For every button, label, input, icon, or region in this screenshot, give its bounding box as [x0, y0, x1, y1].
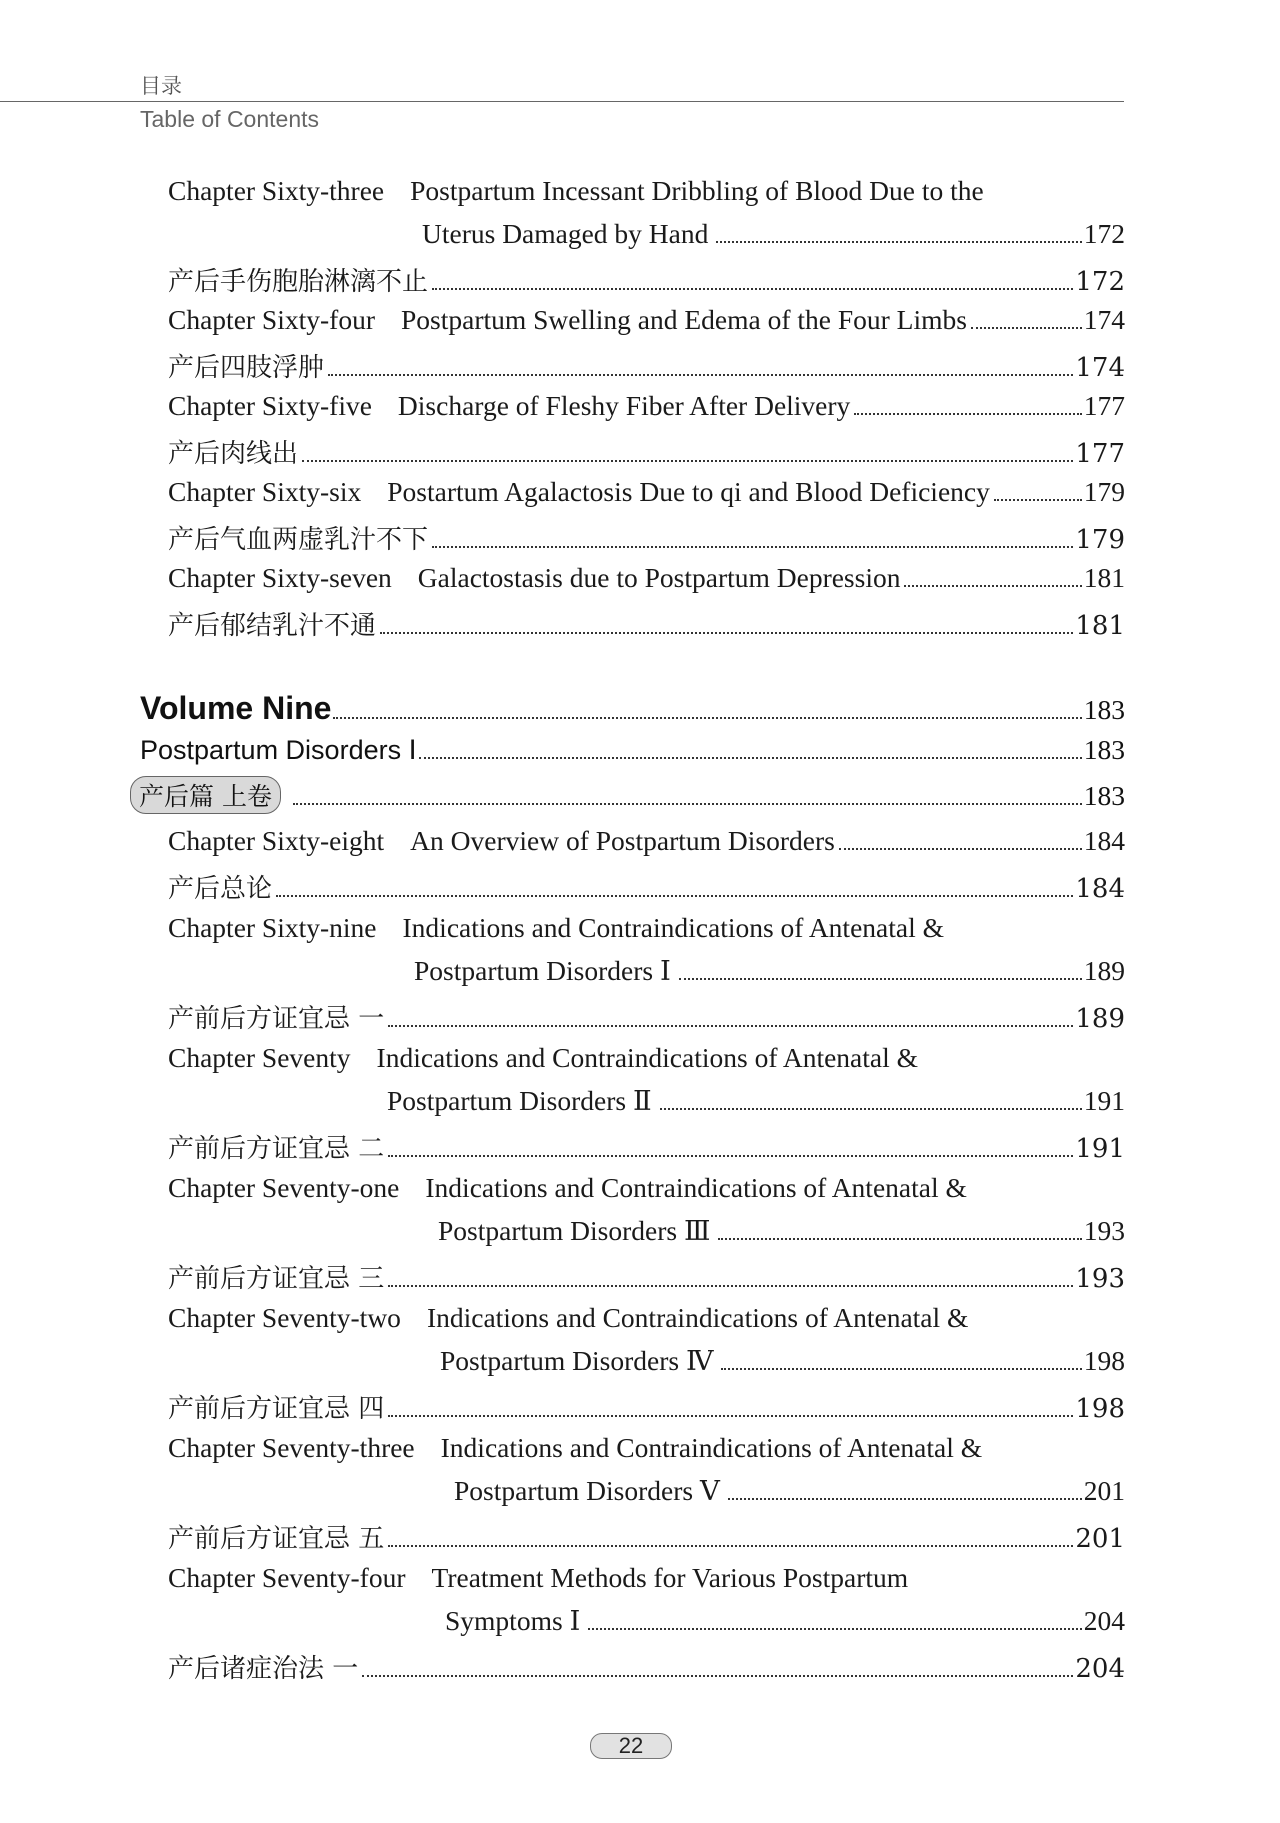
- chapter-label: Chapter Sixty-seven: [168, 562, 392, 593]
- chapter-title-cont: Symptoms Ⅰ: [445, 1605, 581, 1636]
- chapter-label: Chapter Seventy-one: [168, 1172, 400, 1203]
- dot-leader: [432, 288, 1073, 290]
- page-number: 172: [1083, 218, 1125, 249]
- toc-entry-ch66[interactable]: [168, 476, 1125, 508]
- chapter-title: Postpartum Swelling and Edema of the Four Limbs: [400, 304, 967, 335]
- page-number: 201: [1083, 1475, 1125, 1506]
- chapter-label: Chapter Sixty-nine: [168, 912, 377, 943]
- chapter-title: Indications and Contraindications of Antenatal &: [426, 1302, 969, 1333]
- cn-title: 产前后方证宜忌 三: [168, 1264, 385, 1294]
- toc-entry-ch73-line1[interactable]: [168, 1432, 982, 1464]
- dot-leader: [276, 895, 1073, 897]
- toc-entry-cn[interactable]: [168, 519, 1125, 556]
- chapter-title: Discharge of Fleshy Fiber After Delivery: [397, 390, 851, 421]
- dot-leader: [716, 241, 1081, 243]
- toc-entry-ch65[interactable]: [168, 390, 1125, 422]
- cn-title: 产后诸症治法 一: [168, 1654, 359, 1684]
- toc-entry-ch73-line2[interactable]: [454, 1475, 1125, 1507]
- toc-entry-ch74-line1[interactable]: [168, 1562, 908, 1594]
- dot-leader: [728, 1498, 1082, 1500]
- page-number: 191: [1075, 1134, 1125, 1164]
- toc-entry-ch67[interactable]: [168, 562, 1125, 594]
- toc-entry-cn[interactable]: [168, 1388, 1125, 1425]
- chapter-label: Chapter Seventy-two: [168, 1302, 401, 1333]
- dot-leader: [718, 1238, 1081, 1240]
- toc-entry-ch64[interactable]: [168, 304, 1125, 336]
- page-number: 193: [1083, 1215, 1125, 1246]
- toc-entry-cn[interactable]: [168, 998, 1125, 1035]
- dot-leader: [904, 585, 1081, 587]
- chapter-title: Indications and Contraindications of Antenatal &: [440, 1432, 983, 1463]
- page-number: 179: [1083, 476, 1125, 507]
- chapter-label: Chapter Sixty-four: [168, 304, 375, 335]
- chapter-title: Indications and Contraindications of Antenatal &: [402, 912, 944, 943]
- chapter-label: Chapter Seventy-three: [168, 1432, 415, 1463]
- toc-volume-subtitle[interactable]: [140, 734, 1125, 766]
- chapter-title-cont: Postpartum Disorders Ⅰ: [414, 955, 671, 986]
- page-number: 174: [1083, 304, 1125, 335]
- page-number: 172: [1075, 267, 1125, 297]
- toc-entry-ch71-line2[interactable]: [438, 1215, 1125, 1247]
- page-number: 189: [1083, 955, 1125, 986]
- dot-leader: [380, 632, 1073, 634]
- cn-title: 产后肉线出: [168, 439, 299, 469]
- dot-leader: [388, 1415, 1073, 1417]
- toc-entry-ch63-line1[interactable]: [168, 175, 984, 207]
- toc-entry-ch68[interactable]: [168, 825, 1125, 857]
- page-number: 177: [1075, 439, 1125, 469]
- chapter-label: Chapter Sixty-three: [168, 175, 385, 206]
- page-number: 179: [1075, 525, 1125, 555]
- page-number: 183: [1083, 780, 1125, 811]
- volume-subtitle: Postpartum Disorders Ⅰ: [140, 735, 417, 765]
- dot-leader: [293, 803, 1082, 805]
- dot-leader: [388, 1285, 1073, 1287]
- toc-entry-cn[interactable]: [168, 1128, 1125, 1165]
- page-number: 183: [1083, 694, 1125, 725]
- cn-title: 产后四肢浮肿: [168, 353, 325, 383]
- volume-title: Volume Nine: [140, 690, 332, 726]
- dot-leader: [994, 499, 1082, 501]
- toc-volume-title[interactable]: [140, 690, 1125, 727]
- header-title-cn: 目录: [140, 74, 182, 98]
- chapter-label: Chapter Sixty-six: [168, 476, 362, 507]
- toc-entry-cn[interactable]: [168, 261, 1125, 298]
- dot-leader: [839, 848, 1082, 850]
- chapter-title-cont: Uterus Damaged by Hand: [422, 218, 709, 249]
- toc-entry-ch70-line2[interactable]: [387, 1085, 1125, 1117]
- chapter-title: Galactostasis due to Postpartum Depression: [417, 562, 901, 593]
- dot-leader: [333, 717, 1081, 719]
- chapter-title: Treatment Methods for Various Postpartum: [431, 1562, 909, 1593]
- dot-leader: [302, 460, 1073, 462]
- cn-title: 产前后方证宜忌 四: [168, 1394, 385, 1424]
- header-divider: [0, 101, 1124, 102]
- dot-leader: [388, 1155, 1073, 1157]
- header-title-en: Table of Contents: [140, 106, 320, 132]
- chapter-title: Postpartum Incessant Dribbling of Blood Due to the: [410, 175, 984, 206]
- dot-leader: [971, 327, 1082, 329]
- toc-entry-ch69-line2[interactable]: [414, 955, 1125, 987]
- toc-entry-ch72-line2[interactable]: [440, 1345, 1125, 1377]
- cn-title: 产后郁结乳汁不通: [168, 611, 377, 641]
- toc-entry-cn[interactable]: [168, 347, 1125, 384]
- cn-title: 产后气血两虚乳汁不下: [168, 525, 429, 555]
- dot-leader: [660, 1108, 1082, 1110]
- page-number: 201: [1075, 1524, 1125, 1554]
- toc-entry-ch69-line1[interactable]: [168, 912, 944, 944]
- toc-entry-cn[interactable]: [168, 1258, 1125, 1295]
- chapter-title: An Overview of Postpartum Disorders: [410, 825, 835, 856]
- chapter-label: Chapter Sixty-five: [168, 390, 372, 421]
- toc-entry-cn[interactable]: [168, 868, 1125, 905]
- toc-volume-cn[interactable]: [140, 776, 1125, 814]
- chapter-title-cont: Postpartum Disorders Ⅲ: [438, 1215, 711, 1246]
- page-number: 181: [1083, 562, 1125, 593]
- page-number: 204: [1075, 1654, 1125, 1684]
- cn-title: 产前后方证宜忌 一: [168, 1004, 385, 1034]
- toc-entry-ch71-line1[interactable]: [168, 1172, 967, 1204]
- page-number: 174: [1075, 353, 1125, 383]
- page-number: 189: [1075, 1004, 1125, 1034]
- toc-entry-cn[interactable]: [168, 1648, 1125, 1685]
- toc-entry-ch74-line2[interactable]: [445, 1605, 1125, 1637]
- volume-cn-badge: 产后篇 上卷: [130, 776, 281, 814]
- dot-leader: [721, 1368, 1081, 1370]
- dot-leader: [362, 1675, 1073, 1677]
- dot-leader: [432, 546, 1073, 548]
- chapter-label: Chapter Sixty-eight: [168, 825, 385, 856]
- page-number: 181: [1075, 611, 1125, 641]
- chapter-title: Postartum Agalactosis Due to qi and Blood Deficiency: [387, 476, 990, 507]
- toc-entry-ch63-line2[interactable]: [422, 218, 1125, 250]
- dot-leader: [419, 757, 1082, 759]
- chapter-title-cont: Postpartum Disorders Ⅳ: [440, 1345, 714, 1376]
- chapter-title: Indications and Contraindications of Antenatal &: [425, 1172, 967, 1203]
- chapter-title-cont: Postpartum Disorders Ⅴ: [454, 1475, 720, 1506]
- chapter-label: Chapter Seventy: [168, 1042, 351, 1073]
- cn-title: 产后手伤胞胎淋漓不止: [168, 267, 429, 297]
- chapter-title: Indications and Contraindications of Antenatal &: [376, 1042, 919, 1073]
- dot-leader: [388, 1545, 1073, 1547]
- dot-leader: [679, 978, 1082, 980]
- dot-leader: [588, 1628, 1081, 1630]
- dot-leader: [328, 374, 1073, 376]
- page-number: 198: [1075, 1394, 1125, 1424]
- dot-leader: [854, 413, 1081, 415]
- page-number: 184: [1075, 874, 1125, 904]
- page-number: 184: [1083, 825, 1125, 856]
- chapter-title-cont: Postpartum Disorders Ⅱ: [387, 1085, 652, 1116]
- page-number: 204: [1083, 1605, 1125, 1636]
- cn-title: 产前后方证宜忌 五: [168, 1524, 385, 1554]
- toc-entry-cn[interactable]: [168, 433, 1125, 470]
- cn-title: 产前后方证宜忌 二: [168, 1134, 385, 1164]
- dot-leader: [388, 1025, 1073, 1027]
- toc-entry-ch70-line1[interactable]: [168, 1042, 918, 1074]
- cn-title: 产后总论: [168, 874, 273, 904]
- page-number: 191: [1083, 1085, 1125, 1116]
- chapter-label: Chapter Seventy-four: [168, 1562, 406, 1593]
- toc-entry-ch72-line1[interactable]: [168, 1302, 968, 1334]
- page-number: 198: [1083, 1345, 1125, 1376]
- toc-entry-cn[interactable]: [168, 1518, 1125, 1555]
- toc-entry-cn[interactable]: [168, 605, 1125, 642]
- page-number: 177: [1083, 390, 1125, 421]
- footer-page-number: 22: [590, 1733, 672, 1759]
- page-number: 183: [1083, 734, 1125, 765]
- page-number: 193: [1075, 1264, 1125, 1294]
